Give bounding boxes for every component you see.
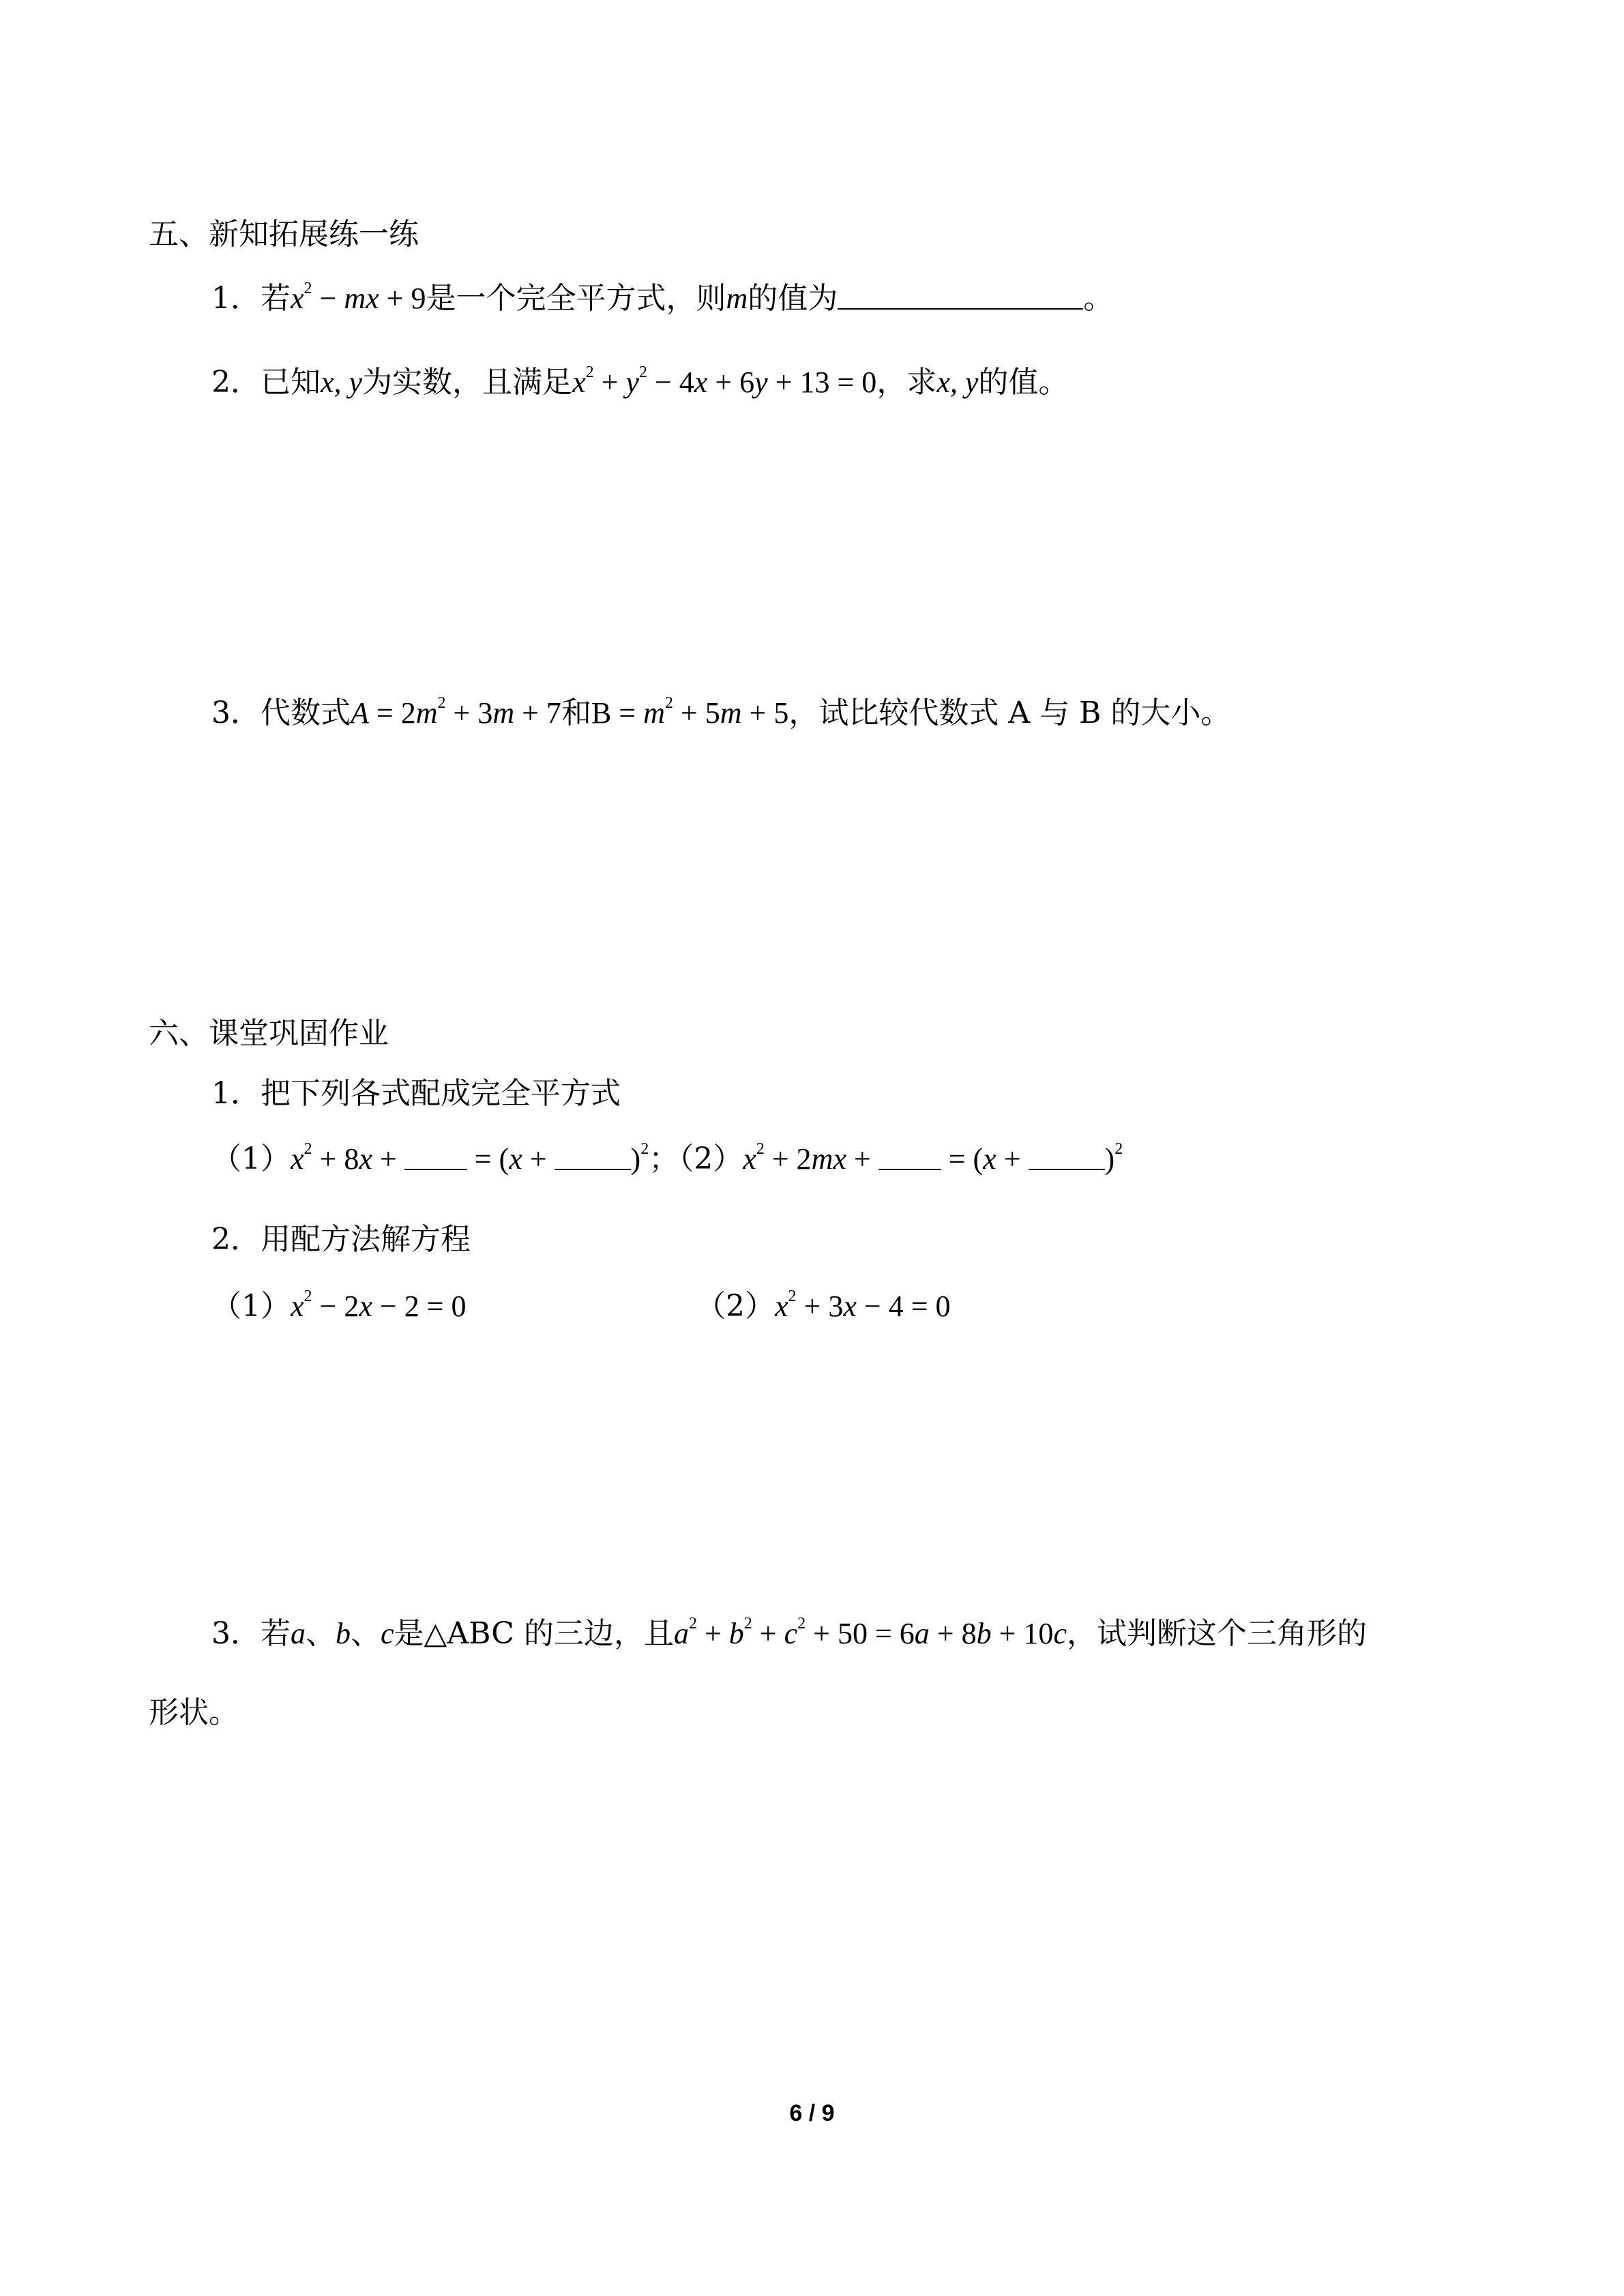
question-5-1: 1．若$x^2$ − mx + 9是一个完全平方式，则m的值为 。 [211, 280, 1114, 316]
page-number: 6 / 9 [789, 2100, 835, 2126]
question-6-1-title: 1．把下列各式配成完全平方式 [211, 1076, 621, 1111]
question-6-1-parts: $(1)x^2 + 8x$ + = $(x + )^2$；$(2)x^2 + 2mx$ + = $(x + )^2$ [211, 1140, 1123, 1176]
expr-a: $A = 2m^2 + 3m + 7$ [351, 694, 561, 730]
equation-1: $x^2 - 2x - 2 = 0$ [291, 1287, 467, 1323]
answer-blank[interactable] [1029, 1142, 1105, 1170]
answer-blank[interactable] [838, 281, 1083, 310]
answer-blank[interactable] [879, 1142, 941, 1170]
question-6-3: 3．若a、b、c是△ABC 的三边，且$a^2 + b^2 + c^2 + 50 = 6a + 8b + 10c$，试判断这个三角形的 [211, 1615, 1367, 1651]
question-5-3: 3．代数式$A = 2m^2 + 3m + 7$和$B = m^2 + 5m + 5$，试比较代数式 A 与 B 的大小。 [211, 694, 1231, 730]
section-six-heading: 六、课堂巩固作业 [149, 1016, 389, 1051]
answer-blank[interactable] [555, 1142, 631, 1170]
question-6-3-continuation: 形状。 [149, 1695, 239, 1730]
expr-complete-square-1: $x^2 + 8x$ + = $(x + )^2$ [291, 1140, 649, 1176]
question-5-2: 2．已知x, y为实数，且满足$x^2 + y^2 - 4x + 6y + 13 = 0$，求x, y的值。 [211, 363, 1069, 400]
expr-complete-square-2: $x^2 + 2mx$ + = $(x + )^2$ [743, 1140, 1123, 1176]
question-6-2-part1: $(1)x^2 - 2x - 2 = 0$ [211, 1287, 467, 1324]
answer-blank[interactable] [404, 1142, 467, 1170]
expr-x2-mx-9: $x^2$ − mx + 9 [291, 280, 426, 315]
question-6-2-part2: $(2)x^2 + 3x - 4 = 0$ [696, 1287, 951, 1324]
expr-circle-equation: $x^2 + y^2 - 4x + 6y + 13 = 0$ [572, 363, 877, 399]
expr-triangle-condition: $a^2 + b^2 + c^2 + 50 = 6a + 8b + 10c$ [673, 1615, 1067, 1650]
section-five-heading: 五、新知拓展练一练 [149, 217, 419, 252]
question-6-2-title: 2．用配方法解方程 [211, 1222, 471, 1257]
equation-2: $x^2 + 3x - 4 = 0$ [775, 1287, 951, 1323]
expr-b: $B = m^2 + 5m + 5$ [591, 694, 789, 730]
